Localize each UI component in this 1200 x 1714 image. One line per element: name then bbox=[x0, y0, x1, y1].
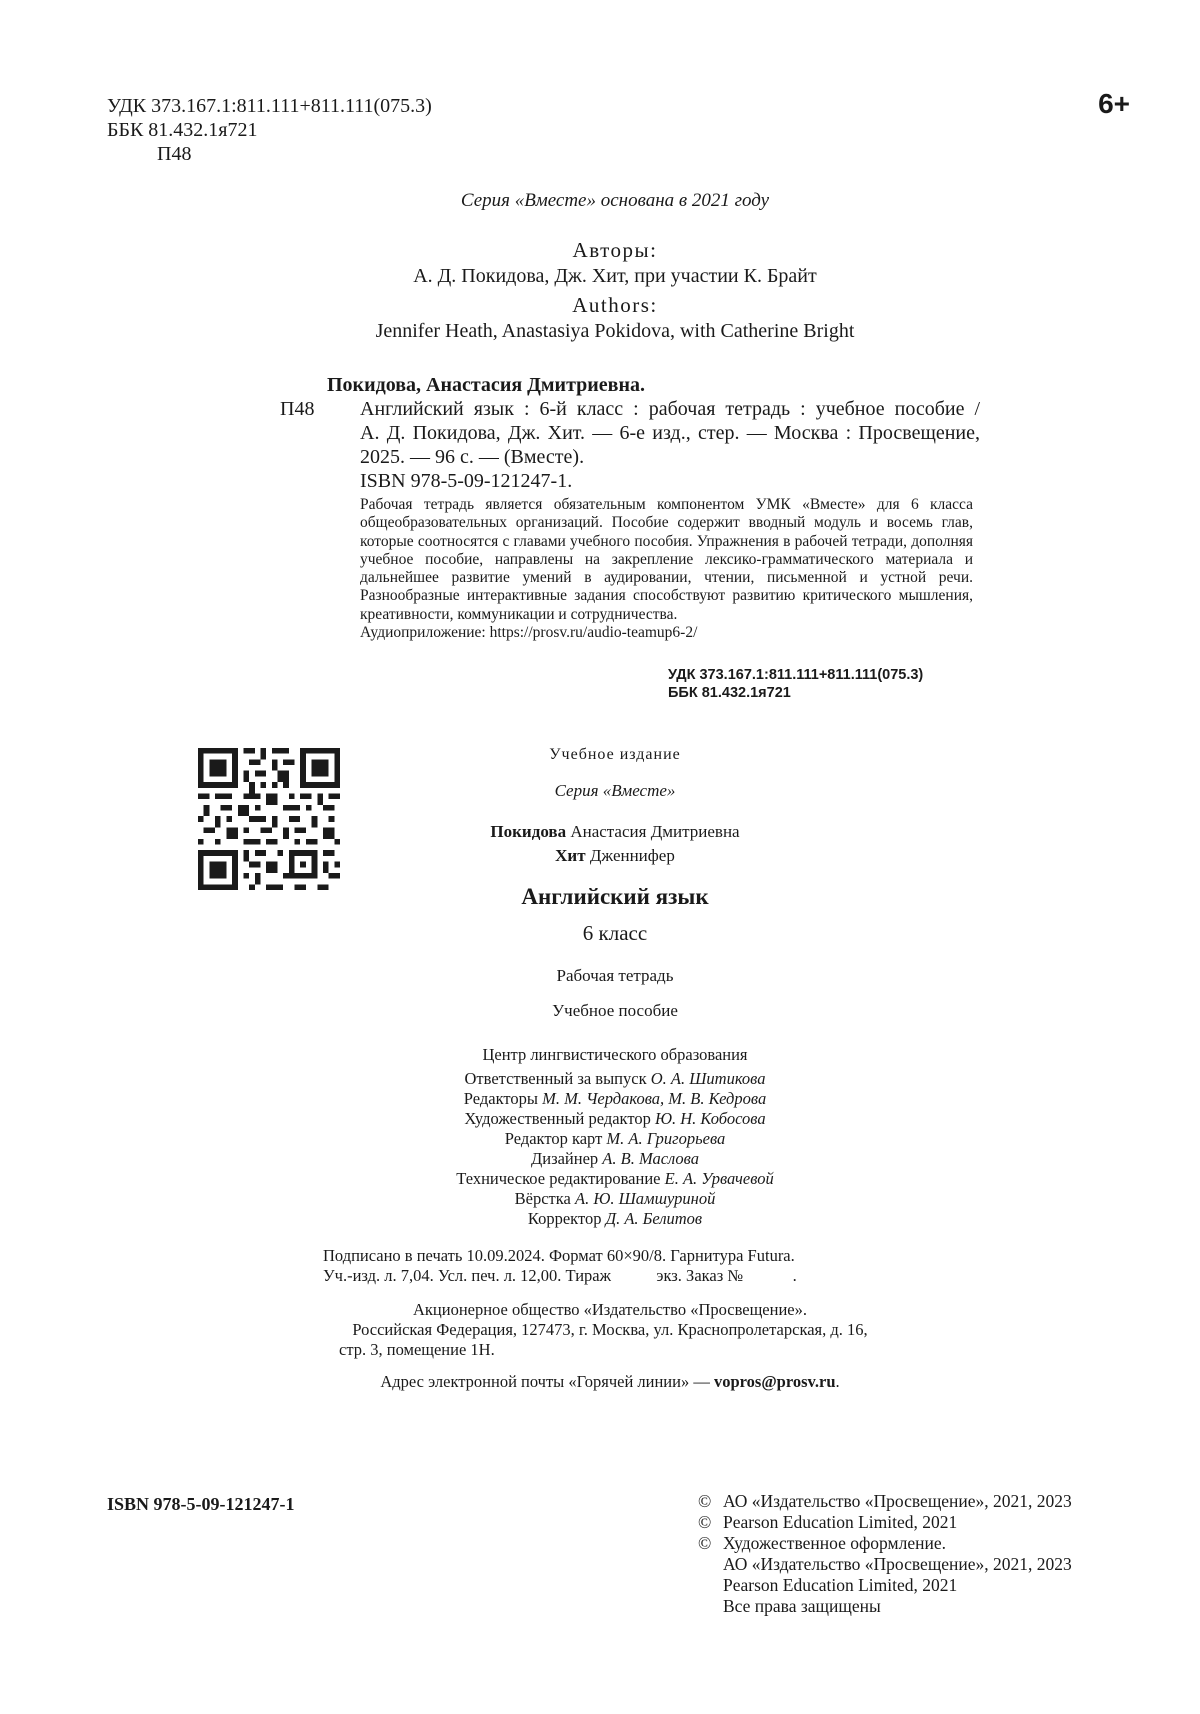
staff-name: М. А. Григорьева bbox=[606, 1129, 726, 1148]
copyright-text: Pearson Education Limited, 2021 bbox=[723, 1575, 958, 1595]
authors-ru-names: А. Д. Покидова, Дж. Хит, при участии К. Брайт bbox=[413, 265, 817, 287]
print-line-1: Подписано в печать 10.09.2024. Формат 60×90/8. Гарнитура Futura. bbox=[323, 1246, 795, 1265]
copyright-row bbox=[698, 1596, 1072, 1617]
staff-row bbox=[330, 1109, 900, 1129]
series-note: Серия «Вместе» основана в 2021 году bbox=[460, 190, 770, 211]
staff-name: М. М. Чердакова, М. В. Кедрова bbox=[542, 1089, 767, 1108]
biblio-isbn: ISBN 978-5-09-121247-1. bbox=[360, 470, 573, 492]
copyright-row bbox=[698, 1575, 1072, 1596]
copyright-text: АО «Издательство «Просвещение», 2021, 2023 bbox=[723, 1554, 1072, 1574]
age-rating: 6+ bbox=[1098, 88, 1130, 119]
authors-ru-label: Авторы: bbox=[572, 238, 658, 262]
biblio-line: 2025. — 96 с. — (Вместе). bbox=[360, 446, 585, 468]
book-subtitle-2: Учебное пособие bbox=[552, 1001, 678, 1020]
staff-row bbox=[330, 1169, 900, 1189]
book-grade: 6 класс bbox=[582, 921, 648, 945]
copyright-text: Pearson Education Limited, 2021 bbox=[723, 1512, 958, 1532]
imprint-series: Серия «Вместе» bbox=[554, 781, 676, 800]
hotline-label: Адрес электронной почты «Горячей линии» — bbox=[380, 1372, 714, 1391]
staff-name: А. Ю. Шамшуриной bbox=[574, 1189, 716, 1208]
print-line-2: Уч.-изд. л. 7,04. Усл. печ. л. 12,00. Тираж экз. Заказ № . bbox=[323, 1266, 797, 1285]
staff-role: Редакторы bbox=[463, 1089, 543, 1108]
copyright-text: Художественное оформление. bbox=[723, 1533, 946, 1553]
hotline bbox=[280, 1372, 940, 1392]
staff-row bbox=[330, 1209, 900, 1229]
copyright-text: Все права защищены bbox=[723, 1596, 881, 1616]
staff-role: Дизайнер bbox=[531, 1149, 603, 1168]
publisher-address bbox=[280, 1300, 940, 1360]
bbk-code-repeat: ББК 81.432.1я721 bbox=[668, 685, 791, 701]
bbk-code: ББК 81.432.1я721 bbox=[107, 119, 258, 141]
udk-code: УДК 373.167.1:811.111+811.111(075.3) bbox=[107, 95, 432, 117]
author-1-surname: Покидова bbox=[490, 822, 567, 841]
staff-row bbox=[330, 1129, 900, 1149]
qr-code[interactable] bbox=[198, 748, 340, 890]
staff-row bbox=[330, 1069, 900, 1089]
staff-row bbox=[330, 1089, 900, 1109]
print-details bbox=[323, 1246, 913, 1286]
staff-role: Художественный редактор bbox=[464, 1109, 655, 1128]
staff-list bbox=[330, 1069, 900, 1229]
editorial-center: Центр лингвистического образования bbox=[482, 1045, 748, 1064]
publisher-name: Акционерное общество «Издательство «Просвещение». bbox=[412, 1300, 807, 1319]
staff-name: О. А. Шитикова bbox=[650, 1069, 766, 1088]
copyright-icon: © bbox=[698, 1491, 712, 1511]
audio-link[interactable]: Аудиоприложение: https://prosv.ru/audio-teamup6-2/ bbox=[360, 624, 698, 642]
staff-role: Техническое редактирование bbox=[456, 1169, 665, 1188]
annotation bbox=[360, 496, 973, 642]
book-subtitle-1: Рабочая тетрадь bbox=[556, 966, 674, 985]
authors-en-label: Authors: bbox=[572, 293, 658, 317]
staff-role: Редактор карт bbox=[504, 1129, 607, 1148]
author-mark: П48 bbox=[157, 143, 192, 165]
imprint-author-1 bbox=[330, 822, 900, 842]
staff-name: А. В. Маслова bbox=[602, 1149, 699, 1168]
classification-repeat bbox=[668, 666, 923, 702]
authors-en-names: Jennifer Heath, Anastasiya Pokidova, with Catherine Bright bbox=[375, 320, 855, 342]
imprint-author-2 bbox=[330, 846, 900, 866]
hotline-end: . bbox=[835, 1372, 840, 1391]
biblio-line bbox=[280, 397, 980, 421]
copyright-icon: © bbox=[698, 1512, 712, 1532]
footer-isbn: ISBN 978-5-09-121247-1 bbox=[107, 1494, 295, 1514]
publisher-room: стр. 3, помещение 1Н. bbox=[339, 1340, 495, 1359]
staff-row bbox=[330, 1149, 900, 1169]
staff-role: Корректор bbox=[527, 1209, 606, 1228]
edition-type: Учебное издание bbox=[549, 746, 681, 763]
biblio-code: П48 bbox=[280, 398, 315, 420]
author-1-name: Анастасия Дмитриевна bbox=[566, 822, 740, 841]
book-title: Английский язык bbox=[521, 884, 709, 909]
copyright-row bbox=[698, 1491, 1072, 1512]
classification-block bbox=[107, 94, 432, 166]
staff-name: Е. А. Урвачевой bbox=[664, 1169, 774, 1188]
staff-row bbox=[330, 1189, 900, 1209]
copyright-row bbox=[698, 1512, 1072, 1533]
publisher-street: Российская Федерация, 127473, г. Москва, ул. Краснопролетарская, д. 16, bbox=[352, 1320, 868, 1339]
author-2-name: Дженнифер bbox=[585, 846, 675, 865]
biblio-heading: Покидова, Анастасия Дмитриевна. bbox=[327, 374, 645, 396]
hotline-email[interactable]: vopros@prosv.ru bbox=[713, 1372, 836, 1391]
author-2-surname: Хит bbox=[555, 846, 586, 865]
staff-name: Ю. Н. Кобосова bbox=[654, 1109, 766, 1128]
staff-role: Ответственный за выпуск bbox=[464, 1069, 651, 1088]
copyright-icon: © bbox=[698, 1533, 712, 1553]
biblio-line-text: Английский язык : 6-й класс : рабочая тетрадь : учебное пособие / bbox=[360, 398, 980, 420]
annotation-text: Рабочая тетрадь является обязательным компонентом УМК «Вместе» для 6 класса общеобразовательных организаций. Пособие содержит вводный модуль и восемь глав, которые соотносятся с главами учебного пособия. Упражнения в рабочей тетради, дополняя учебное пособие, направлены на закрепление лексико-грамматического материала и дальнейшее развитие умений в аудировании, чтении, письменной и устной речи. Разнообразные интерактивные задания способствуют развитию критического мышления, креативности, коммуникации и сотрудничества. bbox=[360, 496, 973, 623]
copyright-row bbox=[698, 1554, 1072, 1575]
copyright-text: АО «Издательство «Просвещение», 2021, 2023 bbox=[723, 1491, 1072, 1511]
copyright-block bbox=[698, 1491, 1072, 1617]
bibliographic-record bbox=[280, 373, 980, 493]
biblio-line: А. Д. Покидова, Дж. Хит. — 6-е изд., стер. — Москва : Просвещение, bbox=[360, 422, 980, 444]
udk-code-repeat: УДК 373.167.1:811.111+811.111(075.3) bbox=[668, 667, 924, 683]
staff-role: Вёрстка bbox=[514, 1189, 575, 1208]
copyright-row bbox=[698, 1533, 1072, 1554]
staff-name: Д. А. Белитов bbox=[605, 1209, 703, 1228]
